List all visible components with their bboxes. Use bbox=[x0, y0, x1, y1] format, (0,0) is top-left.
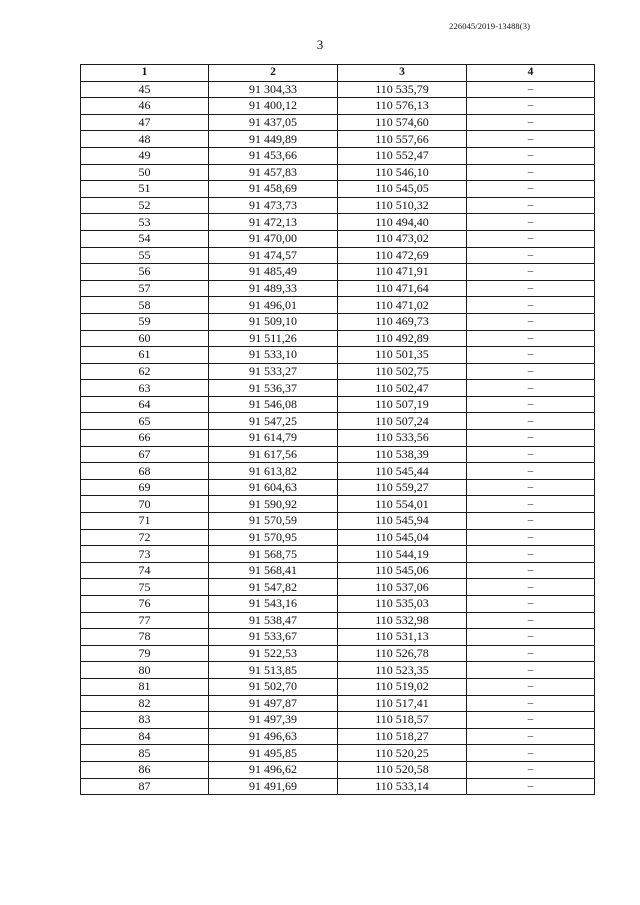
point-number-cell: 84 bbox=[81, 728, 209, 745]
x-coordinate-cell: 91 570,95 bbox=[209, 529, 338, 546]
note-cell: – bbox=[467, 778, 595, 795]
x-coordinate-cell: 91 497,39 bbox=[209, 712, 338, 729]
column-header: 3 bbox=[338, 65, 467, 82]
x-coordinate-cell: 91 538,47 bbox=[209, 612, 338, 629]
note-cell: – bbox=[467, 761, 595, 778]
table-row bbox=[81, 695, 595, 712]
note-cell: – bbox=[467, 197, 595, 214]
y-coordinate-cell: 110 531,13 bbox=[338, 629, 467, 646]
point-number-cell: 74 bbox=[81, 562, 209, 579]
y-coordinate-cell: 110 533,14 bbox=[338, 778, 467, 795]
point-number-cell: 86 bbox=[81, 761, 209, 778]
table-row bbox=[81, 297, 595, 314]
table-row bbox=[81, 147, 595, 164]
column-header: 4 bbox=[467, 65, 595, 82]
y-coordinate-cell: 110 535,03 bbox=[338, 596, 467, 613]
x-coordinate-cell: 91 449,89 bbox=[209, 131, 338, 148]
table-row bbox=[81, 247, 595, 264]
y-coordinate-cell: 110 507,19 bbox=[338, 396, 467, 413]
point-number-cell: 71 bbox=[81, 513, 209, 530]
point-number-cell: 58 bbox=[81, 297, 209, 314]
y-coordinate-cell: 110 518,27 bbox=[338, 728, 467, 745]
y-coordinate-cell: 110 546,10 bbox=[338, 164, 467, 181]
note-cell: – bbox=[467, 396, 595, 413]
note-cell: – bbox=[467, 496, 595, 513]
y-coordinate-cell: 110 520,25 bbox=[338, 745, 467, 762]
x-coordinate-cell: 91 495,85 bbox=[209, 745, 338, 762]
table-row bbox=[81, 662, 595, 679]
table-row bbox=[81, 81, 595, 98]
note-cell: – bbox=[467, 181, 595, 198]
table-row bbox=[81, 280, 595, 297]
table-row bbox=[81, 181, 595, 198]
y-coordinate-cell: 110 544,19 bbox=[338, 546, 467, 563]
x-coordinate-cell: 91 502,70 bbox=[209, 678, 338, 695]
note-cell: – bbox=[467, 546, 595, 563]
table-row bbox=[81, 513, 595, 530]
table-row bbox=[81, 463, 595, 480]
y-coordinate-cell: 110 552,47 bbox=[338, 147, 467, 164]
x-coordinate-cell: 91 437,05 bbox=[209, 114, 338, 131]
table-row bbox=[81, 430, 595, 447]
point-number-cell: 61 bbox=[81, 347, 209, 364]
note-cell: – bbox=[467, 114, 595, 131]
y-coordinate-cell: 110 545,04 bbox=[338, 529, 467, 546]
point-number-cell: 62 bbox=[81, 363, 209, 380]
y-coordinate-cell: 110 559,27 bbox=[338, 479, 467, 496]
x-coordinate-cell: 91 304,33 bbox=[209, 81, 338, 98]
x-coordinate-cell: 91 400,12 bbox=[209, 98, 338, 115]
x-coordinate-cell: 91 496,01 bbox=[209, 297, 338, 314]
point-number-cell: 48 bbox=[81, 131, 209, 148]
y-coordinate-cell: 110 576,13 bbox=[338, 98, 467, 115]
point-number-cell: 51 bbox=[81, 181, 209, 198]
x-coordinate-cell: 91 614,79 bbox=[209, 430, 338, 447]
note-cell: – bbox=[467, 728, 595, 745]
point-number-cell: 76 bbox=[81, 596, 209, 613]
x-coordinate-cell: 91 547,82 bbox=[209, 579, 338, 596]
table-row bbox=[81, 380, 595, 397]
table-row bbox=[81, 131, 595, 148]
y-coordinate-cell: 110 471,64 bbox=[338, 280, 467, 297]
y-coordinate-cell: 110 502,47 bbox=[338, 380, 467, 397]
table-row bbox=[81, 496, 595, 513]
point-number-cell: 83 bbox=[81, 712, 209, 729]
y-coordinate-cell: 110 526,78 bbox=[338, 645, 467, 662]
x-coordinate-cell: 91 546,08 bbox=[209, 396, 338, 413]
note-cell: – bbox=[467, 712, 595, 729]
x-coordinate-cell: 91 496,62 bbox=[209, 761, 338, 778]
x-coordinate-cell: 91 522,53 bbox=[209, 645, 338, 662]
point-number-cell: 57 bbox=[81, 280, 209, 297]
note-cell: – bbox=[467, 695, 595, 712]
x-coordinate-cell: 91 470,00 bbox=[209, 230, 338, 247]
table-row bbox=[81, 645, 595, 662]
point-number-cell: 75 bbox=[81, 579, 209, 596]
header-row bbox=[81, 65, 595, 82]
y-coordinate-cell: 110 532,98 bbox=[338, 612, 467, 629]
table-row bbox=[81, 778, 595, 795]
table-row bbox=[81, 529, 595, 546]
note-cell: – bbox=[467, 678, 595, 695]
point-number-cell: 52 bbox=[81, 197, 209, 214]
note-cell: – bbox=[467, 363, 595, 380]
note-cell: – bbox=[467, 280, 595, 297]
note-cell: – bbox=[467, 347, 595, 364]
point-number-cell: 78 bbox=[81, 629, 209, 646]
point-number-cell: 54 bbox=[81, 230, 209, 247]
note-cell: – bbox=[467, 529, 595, 546]
x-coordinate-cell: 91 533,27 bbox=[209, 363, 338, 380]
point-number-cell: 45 bbox=[81, 81, 209, 98]
point-number-cell: 81 bbox=[81, 678, 209, 695]
y-coordinate-cell: 110 554,01 bbox=[338, 496, 467, 513]
x-coordinate-cell: 91 474,57 bbox=[209, 247, 338, 264]
note-cell: – bbox=[467, 413, 595, 430]
y-coordinate-cell: 110 469,73 bbox=[338, 313, 467, 330]
point-number-cell: 87 bbox=[81, 778, 209, 795]
table-row bbox=[81, 164, 595, 181]
table-header bbox=[81, 65, 595, 82]
y-coordinate-cell: 110 517,41 bbox=[338, 695, 467, 712]
table-row bbox=[81, 347, 595, 364]
y-coordinate-cell: 110 545,05 bbox=[338, 181, 467, 198]
table-row bbox=[81, 546, 595, 563]
point-number-cell: 53 bbox=[81, 214, 209, 231]
x-coordinate-cell: 91 570,59 bbox=[209, 513, 338, 530]
table-row bbox=[81, 562, 595, 579]
note-cell: – bbox=[467, 264, 595, 281]
document-id: 226045/2019-13488(3) bbox=[449, 21, 530, 31]
x-coordinate-cell: 91 497,87 bbox=[209, 695, 338, 712]
x-coordinate-cell: 91 511,26 bbox=[209, 330, 338, 347]
note-cell: – bbox=[467, 131, 595, 148]
table-row bbox=[81, 396, 595, 413]
table-row bbox=[81, 98, 595, 115]
point-number-cell: 70 bbox=[81, 496, 209, 513]
x-coordinate-cell: 91 604,63 bbox=[209, 479, 338, 496]
note-cell: – bbox=[467, 430, 595, 447]
x-coordinate-cell: 91 491,69 bbox=[209, 778, 338, 795]
point-number-cell: 68 bbox=[81, 463, 209, 480]
note-cell: – bbox=[467, 380, 595, 397]
table-row bbox=[81, 363, 595, 380]
point-number-cell: 60 bbox=[81, 330, 209, 347]
note-cell: – bbox=[467, 297, 595, 314]
y-coordinate-cell: 110 533,56 bbox=[338, 430, 467, 447]
note-cell: – bbox=[467, 214, 595, 231]
point-number-cell: 79 bbox=[81, 645, 209, 662]
x-coordinate-cell: 91 543,16 bbox=[209, 596, 338, 613]
y-coordinate-cell: 110 471,02 bbox=[338, 297, 467, 314]
table-row bbox=[81, 728, 595, 745]
coordinates-table bbox=[80, 64, 595, 795]
y-coordinate-cell: 110 502,75 bbox=[338, 363, 467, 380]
point-number-cell: 85 bbox=[81, 745, 209, 762]
note-cell: – bbox=[467, 98, 595, 115]
table-row bbox=[81, 230, 595, 247]
x-coordinate-cell: 91 533,67 bbox=[209, 629, 338, 646]
note-cell: – bbox=[467, 164, 595, 181]
note-cell: – bbox=[467, 612, 595, 629]
point-number-cell: 77 bbox=[81, 612, 209, 629]
note-cell: – bbox=[467, 645, 595, 662]
note-cell: – bbox=[467, 562, 595, 579]
y-coordinate-cell: 110 545,94 bbox=[338, 513, 467, 530]
x-coordinate-cell: 91 590,92 bbox=[209, 496, 338, 513]
x-coordinate-cell: 91 568,41 bbox=[209, 562, 338, 579]
note-cell: – bbox=[467, 629, 595, 646]
table-row bbox=[81, 712, 595, 729]
x-coordinate-cell: 91 458,69 bbox=[209, 181, 338, 198]
y-coordinate-cell: 110 494,40 bbox=[338, 214, 467, 231]
table-row bbox=[81, 678, 595, 695]
x-coordinate-cell: 91 496,63 bbox=[209, 728, 338, 745]
note-cell: – bbox=[467, 463, 595, 480]
note-cell: – bbox=[467, 81, 595, 98]
note-cell: – bbox=[467, 313, 595, 330]
x-coordinate-cell: 91 485,49 bbox=[209, 264, 338, 281]
y-coordinate-cell: 110 492,89 bbox=[338, 330, 467, 347]
y-coordinate-cell: 110 538,39 bbox=[338, 446, 467, 463]
table-row bbox=[81, 264, 595, 281]
point-number-cell: 64 bbox=[81, 396, 209, 413]
point-number-cell: 82 bbox=[81, 695, 209, 712]
note-cell: – bbox=[467, 247, 595, 264]
note-cell: – bbox=[467, 330, 595, 347]
column-header: 2 bbox=[209, 65, 338, 82]
point-number-cell: 67 bbox=[81, 446, 209, 463]
point-number-cell: 47 bbox=[81, 114, 209, 131]
x-coordinate-cell: 91 509,10 bbox=[209, 313, 338, 330]
y-coordinate-cell: 110 471,91 bbox=[338, 264, 467, 281]
x-coordinate-cell: 91 568,75 bbox=[209, 546, 338, 563]
point-number-cell: 66 bbox=[81, 430, 209, 447]
point-number-cell: 73 bbox=[81, 546, 209, 563]
y-coordinate-cell: 110 557,66 bbox=[338, 131, 467, 148]
table-row bbox=[81, 446, 595, 463]
table-row bbox=[81, 479, 595, 496]
point-number-cell: 55 bbox=[81, 247, 209, 264]
y-coordinate-cell: 110 545,44 bbox=[338, 463, 467, 480]
table-row bbox=[81, 745, 595, 762]
x-coordinate-cell: 91 533,10 bbox=[209, 347, 338, 364]
note-cell: – bbox=[467, 596, 595, 613]
x-coordinate-cell: 91 536,37 bbox=[209, 380, 338, 397]
x-coordinate-cell: 91 513,85 bbox=[209, 662, 338, 679]
point-number-cell: 72 bbox=[81, 529, 209, 546]
y-coordinate-cell: 110 537,06 bbox=[338, 579, 467, 596]
x-coordinate-cell: 91 613,82 bbox=[209, 463, 338, 480]
column-header: 1 bbox=[81, 65, 209, 82]
point-number-cell: 69 bbox=[81, 479, 209, 496]
y-coordinate-cell: 110 519,02 bbox=[338, 678, 467, 695]
table-row bbox=[81, 761, 595, 778]
x-coordinate-cell: 91 457,83 bbox=[209, 164, 338, 181]
point-number-cell: 80 bbox=[81, 662, 209, 679]
y-coordinate-cell: 110 501,35 bbox=[338, 347, 467, 364]
note-cell: – bbox=[467, 479, 595, 496]
y-coordinate-cell: 110 507,24 bbox=[338, 413, 467, 430]
table-row bbox=[81, 313, 595, 330]
table-row bbox=[81, 596, 595, 613]
table-row bbox=[81, 629, 595, 646]
point-number-cell: 59 bbox=[81, 313, 209, 330]
point-number-cell: 56 bbox=[81, 264, 209, 281]
x-coordinate-cell: 91 489,33 bbox=[209, 280, 338, 297]
point-number-cell: 49 bbox=[81, 147, 209, 164]
point-number-cell: 46 bbox=[81, 98, 209, 115]
table-body bbox=[81, 81, 595, 795]
note-cell: – bbox=[467, 579, 595, 596]
y-coordinate-cell: 110 473,02 bbox=[338, 230, 467, 247]
y-coordinate-cell: 110 574,60 bbox=[338, 114, 467, 131]
note-cell: – bbox=[467, 513, 595, 530]
page-number: 3 bbox=[316, 37, 324, 52]
y-coordinate-cell: 110 472,69 bbox=[338, 247, 467, 264]
note-cell: – bbox=[467, 745, 595, 762]
table-row bbox=[81, 579, 595, 596]
y-coordinate-cell: 110 523,35 bbox=[338, 662, 467, 679]
table-row bbox=[81, 114, 595, 131]
point-number-cell: 50 bbox=[81, 164, 209, 181]
table-row bbox=[81, 214, 595, 231]
note-cell: – bbox=[467, 446, 595, 463]
point-number-cell: 63 bbox=[81, 380, 209, 397]
x-coordinate-cell: 91 547,25 bbox=[209, 413, 338, 430]
y-coordinate-cell: 110 518,57 bbox=[338, 712, 467, 729]
note-cell: – bbox=[467, 662, 595, 679]
x-coordinate-cell: 91 453,66 bbox=[209, 147, 338, 164]
y-coordinate-cell: 110 535,79 bbox=[338, 81, 467, 98]
point-number-cell: 65 bbox=[81, 413, 209, 430]
table-row bbox=[81, 330, 595, 347]
y-coordinate-cell: 110 545,06 bbox=[338, 562, 467, 579]
table-row bbox=[81, 612, 595, 629]
x-coordinate-cell: 91 472,13 bbox=[209, 214, 338, 231]
y-coordinate-cell: 110 510,32 bbox=[338, 197, 467, 214]
note-cell: – bbox=[467, 147, 595, 164]
x-coordinate-cell: 91 617,56 bbox=[209, 446, 338, 463]
table-row bbox=[81, 413, 595, 430]
note-cell: – bbox=[467, 230, 595, 247]
x-coordinate-cell: 91 473,73 bbox=[209, 197, 338, 214]
table-row bbox=[81, 197, 595, 214]
y-coordinate-cell: 110 520,58 bbox=[338, 761, 467, 778]
